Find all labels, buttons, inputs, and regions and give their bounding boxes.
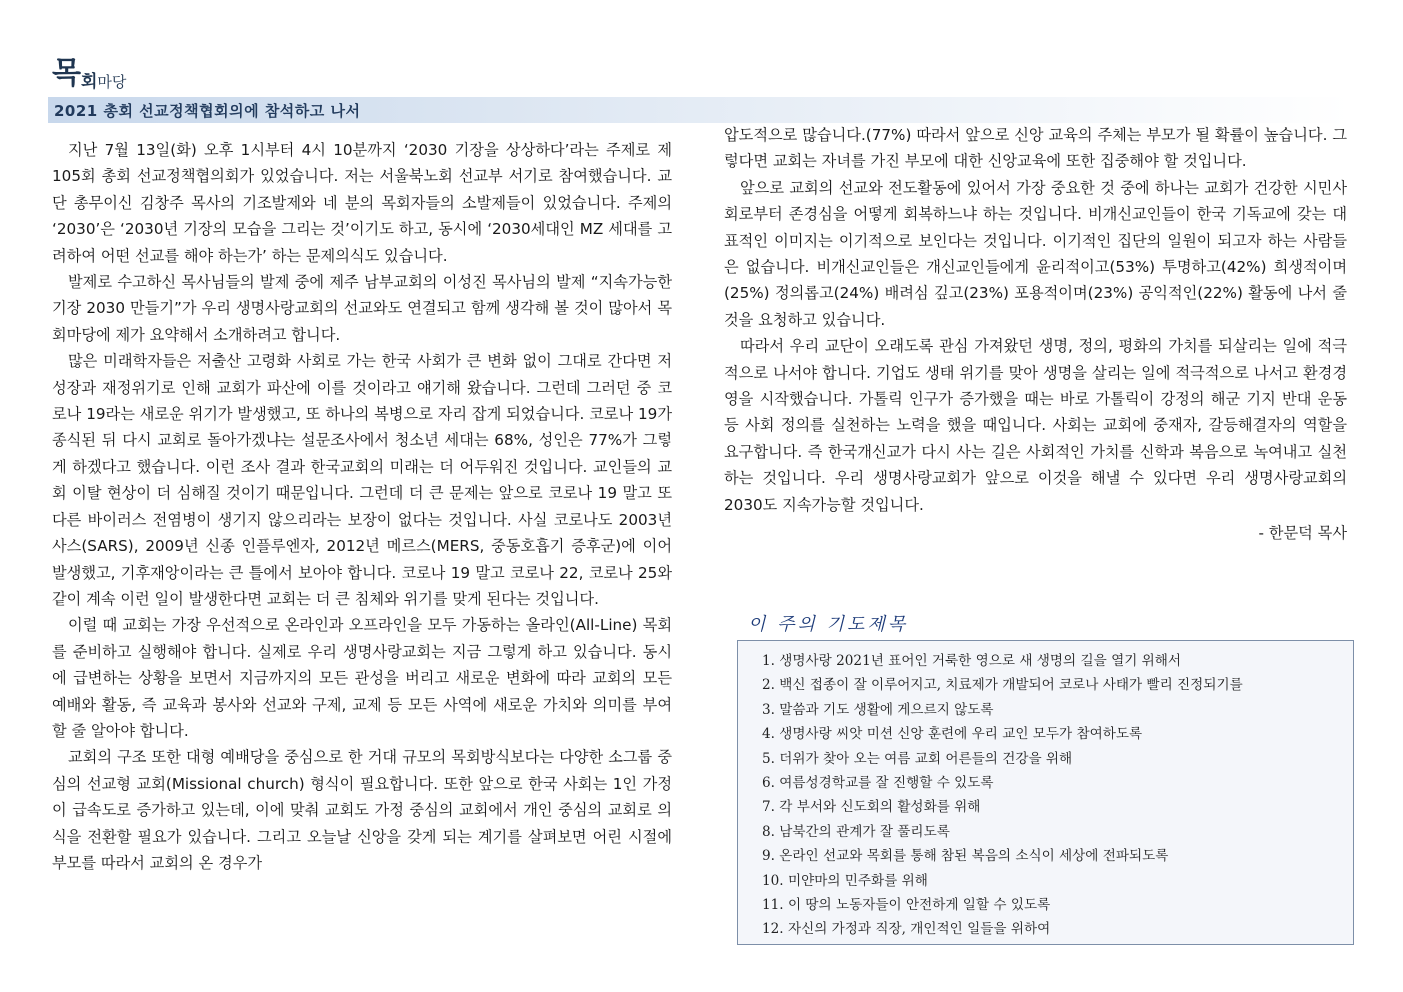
prayer-item: 11. 이 땅의 노동자들이 안전하게 일할 수 있도록 — [762, 897, 1051, 914]
prayer-item: 6. 여름성경학교를 잘 진행할 수 있도록 — [762, 775, 994, 792]
paragraph: 많은 미래학자들은 저출산 고령화 사회로 가는 한국 사회가 큰 변화 없이 그대로 간다면 저성장과 재정위기로 인해 교회가 파산에 이를 것이라고 얘기해 왔습니다. 그런데 그러던 중 코로나 19라는 새로운 위기가 발생했고, 또 하나의 복병으로 자리 잡게 되었습니다. 코로나 19가 종식된 뒤 다시 교회로 돌아가겠냐는 설문조사에서 청소년 세대는 68%, 성인은 77%가 그렇게 하겠다고 했습니다. 이런 조사 결과 한국교회의 미래는 더 어두워진 것입니다. 교인들의 교회 이탈 현상이 더 심해질 것이기 때문입니다. 그런데 더 큰 문제는 앞으로 코로나 19 말고 또 다른 바이러스 전염병이 생기지 않으리라는 보장이 없다는 것입니다. 사실 코로나도 2003년 사스(SARS), 2009년 신종 인플루엔자, 2012년 메르스(MERS, 중동호흡기 증후군)에 이어 발생했고, 기후재앙이라는 큰 틀에서 보아야 합니다. 코로나 19 말고 코로나 22, 코로나 25와 같이 계속 이런 일이 발생한다면 교회는 더 큰 침체와 위기를 맞게 된다는 것입니다. — [52, 352, 672, 608]
prayer-list-box — [737, 640, 1354, 945]
logo-mid-text: 회 — [80, 72, 98, 92]
article-title: 2021 총회 선교정책협회의에 참석하고 나서 — [54, 102, 361, 120]
prayer-item: 1. 생명사랑 2021년 표어인 거룩한 영으로 새 생명의 길을 열기 위해서 — [762, 653, 1182, 669]
article-left-column — [52, 137, 672, 876]
paragraph: 발제로 수고하신 목사님들의 발제 중에 제주 남부교회의 이성진 목사님의 발제 “지속가능한 기장 2030 만들기”가 우리 생명사랑교회의 선교와도 연결되고 함께 생각해 볼 것이 많아서 목회마당에 제가 요약해서 소개하려고 합니다. — [52, 273, 672, 344]
prayer-item: 12. 자신의 가정과 직장, 개인적인 일들을 위하여 — [762, 921, 1051, 938]
article-right-column — [724, 122, 1347, 547]
logo-main-text: 목 — [52, 56, 81, 91]
prayer-item: 3. 말씀과 기도 생활에 게으르지 않도록 — [762, 701, 994, 718]
paragraph: 압도적으로 많습니다.(77%) 따라서 앞으로 신앙 교육의 주체는 부모가 될 확률이 높습니다. 그렇다면 교회는 자녀를 가진 부모에 대한 신앙교육에 또한 집중해야 할 것입니다. — [724, 126, 1347, 171]
prayer-item: 4. 생명사랑 씨앗 미션 신앙 훈련에 우리 교인 모두가 참여하도록 — [762, 726, 1143, 743]
prayer-list — [738, 641, 1353, 942]
prayer-item: 5. 더위가 찾아 오는 여름 교회 어른들의 건강을 위해 — [762, 750, 1073, 767]
author-signature: - 한문덕 목사 — [1258, 524, 1347, 543]
paragraph: 지난 7월 13일(화) 오후 1시부터 4시 10분까지 ‘2030 기장을 상상하다’라는 주제로 제105회 총회 선교정책협의회가 있었습니다. 저는 서울북노회 선교부 서기로 참여했습니다. 교단 총무이신 김창주 목사의 기조발제와 네 분의 목회자들의 소발제들이 있었습니다. 주제의 ‘2030’은 ‘2030년 기장의 모습을 그리는 것’이기도 하고, 동시에 ‘2030세대인 MZ 세대를 고려하여 어떤 선교를 해야 하는가’ 하는 문제의식도 있습니다. — [52, 141, 672, 265]
prayer-item: 7. 각 부서와 신도회의 활성화를 위해 — [762, 799, 981, 816]
paragraph: 교회의 구조 또한 대형 예배당을 중심으로 한 거대 규모의 목회방식보다는 다양한 소그룹 중심의 선교형 교회(Missional church) 형식이 필요합니다. 또한 앞으로 한국 사회는 1인 가정이 급속도로 증가하고 있는데, 이에 맞춰 교회도 가정 중심의 교회에서 개인 중심의 교회로 의식을 전환할 필요가 있습니다. 그리고 오늘날 신앙을 갖게 되는 계기를 살펴보면 어린 시절에 부모를 따라서 교회의 온 경우가 — [52, 748, 672, 872]
prayer-item: 10. 미얀마의 민주화를 위해 — [762, 872, 928, 889]
article-title-bar — [48, 97, 1350, 123]
paragraph: 앞으로 교회의 선교와 전도활동에 있어서 가장 중요한 것 중에 하나는 교회가 건강한 시민사회로부터 존경심을 어떻게 회복하느냐 하는 것입니다. 비개신교인들이 한국 기독교에 갖는 대표적인 이미지는 이기적으로 보인다는 것입니다. 이기적인 집단의 일원이 되고자 하는 사람들은 없습니다. 비개신교인들은 개신교인들에게 윤리적이고(53%) 투명하고(42%) 희생적이며(25%) 정의롭고(24%) 배려심 깊고(23%) 포용적이며(23%) 공익적인(22%) 활동에 나서 줄 것을 요청하고 있습니다. — [724, 178, 1347, 329]
prayer-item: 9. 온라인 선교와 목회를 통해 참된 복음의 소식이 세상에 전파되도록 — [762, 848, 1169, 865]
section-logo — [52, 48, 126, 94]
prayer-item: 8. 남북간의 관계가 잘 풀리도록 — [762, 823, 950, 840]
paragraph: 따라서 우리 교단이 오래도록 관심 가져왔던 생명, 정의, 평화의 가치를 되살리는 일에 적극적으로 나서야 합니다. 기업도 생태 위기를 맞아 생명을 살리는 일에 적극적으로 나서고 환경경영을 시작했습니다. 가톨릭 인구가 증가했을 때는 바로 가톨릭이 강정의 해군 기지 반대 운동 등 사회 정의를 실천하는 노력을 했을 때입니다. 사회는 교회에 중재자, 갈등해결자의 역할을 요구합니다. 즉 한국개신교가 다시 사는 길은 사회적인 가치를 신학과 복음으로 녹여내고 실천하는 것입니다. 우리 생명사랑교회가 앞으로 이것을 해낼 수 있다면 우리 생명사랑교회의 2030도 지속가능할 것입니다. — [724, 337, 1347, 514]
prayer-section-title: 이 주의 기도제목 — [748, 614, 909, 635]
prayer-item: 2. 백신 접종이 잘 이루어지고, 치료제가 개발되어 코로나 사태가 빨리 진정되기를 — [762, 677, 1243, 694]
paragraph: 이럴 때 교회는 가장 우선적으로 온라인과 오프라인을 모두 가동하는 올라인(All-Line) 목회를 준비하고 실행해야 합니다. 실제로 우리 생명사랑교회는 지금 그렇게 하고 있습니다. 동시에 급변하는 상황을 보면서 지금까지의 모든 관성을 버리고 새로운 변화에 따라 교회의 모든 예배와 활동, 즉 교육과 봉사와 선교와 구제, 교제 등 모든 사역에 새로운 가치와 의미를 부여할 줄 알아야 합니다. — [52, 616, 672, 740]
logo-small-text: 마당 — [97, 73, 127, 91]
